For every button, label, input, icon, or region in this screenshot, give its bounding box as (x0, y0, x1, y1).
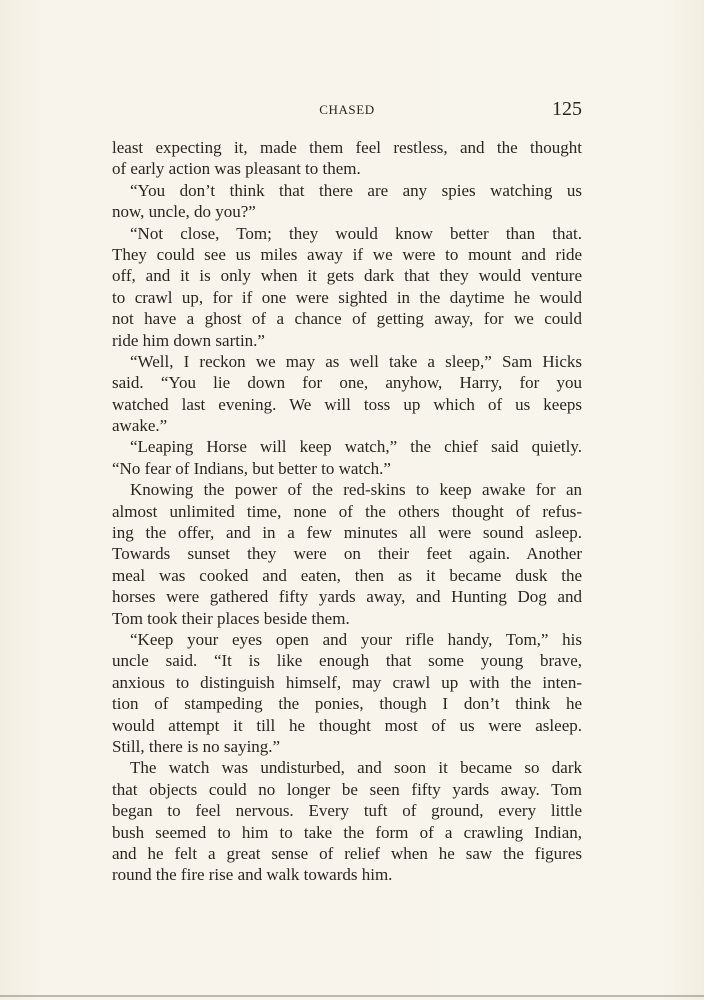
page-edge-rule (0, 995, 704, 997)
running-head (112, 98, 582, 122)
text-line: began to feel nervous. Every tuft of ground, every little (112, 801, 582, 821)
text-line: The watch was undisturbed, and soon it became so dark (130, 758, 582, 778)
text-line: awake.” (112, 416, 168, 436)
text-line: Knowing the power of the red-skins to keep awake for an (130, 480, 582, 500)
text-line: Still, there is no saying.” (112, 736, 281, 756)
text-line: ride him down sartin.” (112, 330, 265, 350)
text-line: “Not close, Tom; they would know better than that. (130, 223, 582, 243)
text-line: uncle said. “It is like enough that some young brave, (112, 651, 582, 671)
text-line: would attempt it till he thought most of us were asleep. (112, 715, 582, 735)
text-line: “Leaping Horse will keep watch,” the chief said quietly. (130, 437, 582, 457)
text-line: “No fear of Indians, but better to watch.” (112, 458, 391, 478)
text-line: anxious to distinguish himself, may crawl up with the inten- (112, 672, 582, 692)
text-line: least expecting it, made them feel restless, and the thought (112, 138, 582, 157)
text-line: to crawl up, for if one were sighted in the daytime he would (112, 287, 582, 307)
text-line: said. “You lie down for one, anyhow, Harry, for you (112, 373, 582, 393)
text-line: watched last evening. We will toss up which of us keeps (112, 394, 582, 414)
text-line: “Keep your eyes open and your rifle handy, Tom,” his (130, 629, 582, 649)
text-line: Towards sunset they were on their feet again. Another (112, 544, 582, 564)
text-line: of early action was pleasant to them. (112, 159, 361, 179)
text-line: now, uncle, do you?” (112, 202, 256, 222)
text-line: ing the offer, and in a few minutes all were sound asleep. (112, 523, 582, 543)
text-line: almost unlimited time, none of the others thought of refus- (112, 501, 582, 521)
text-line: tion of stampeding the ponies, though I don’t think he (112, 694, 582, 714)
text-line: They could see us miles away if we were to mount and ride (112, 244, 582, 264)
body-text (112, 137, 582, 886)
text-line: horses were gathered fifty yards away, and Hunting Dog and (112, 587, 582, 607)
text-line: bush seemed to him to take the form of a crawling Indian, (112, 822, 582, 842)
text-line: “Well, I reckon we may as well take a sleep,” Sam Hicks (130, 351, 582, 371)
running-title: CHASED (319, 102, 375, 117)
text-line: off, and it is only when it gets dark that they would venture (112, 266, 582, 286)
text-line: meal was cooked and eaten, then as it became dusk the (112, 565, 582, 585)
text-line: “You don’t think that there are any spies watching us (130, 180, 582, 200)
text-line: that objects could no longer be seen fifty yards away. Tom (112, 779, 582, 799)
text-line: Tom took their places beside them. (112, 608, 350, 628)
text-line: not have a ghost of a chance of getting away, for we could (112, 309, 582, 329)
text-line: round the fire rise and walk towards him. (112, 865, 393, 885)
page-number: 125 (552, 98, 582, 120)
text-line: and he felt a great sense of relief when he saw the figures (112, 843, 582, 863)
